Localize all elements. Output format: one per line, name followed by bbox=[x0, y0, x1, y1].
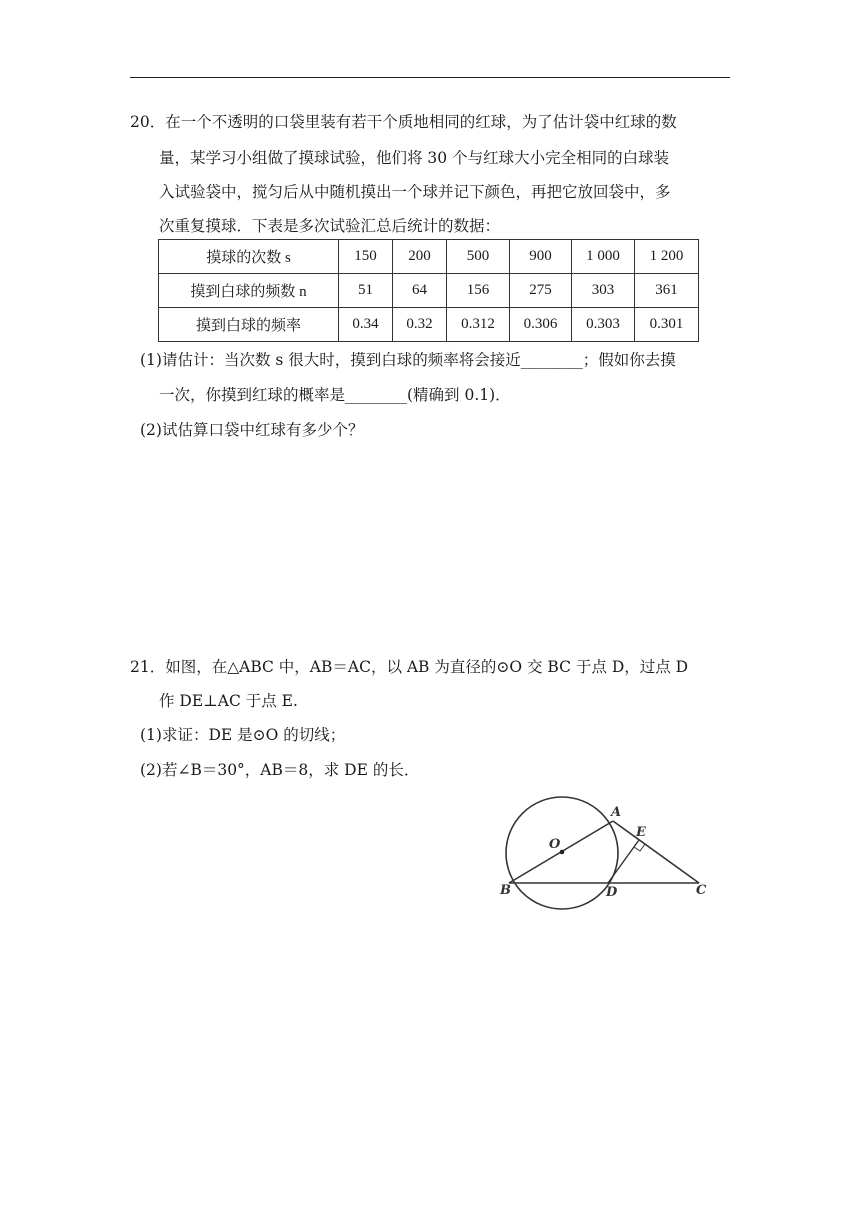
table-cell: 0.306 bbox=[510, 308, 572, 342]
label-o: O bbox=[549, 837, 561, 852]
label-d: D bbox=[606, 885, 618, 900]
label-c: C bbox=[696, 883, 707, 898]
table-cell: 51 bbox=[339, 274, 393, 308]
table-cell: 900 bbox=[510, 240, 572, 274]
table-cell: 0.32 bbox=[393, 308, 447, 342]
table-cell: 0.303 bbox=[572, 308, 635, 342]
table-cell: 摸到白球的频数 n bbox=[159, 274, 339, 308]
q20-line-2: 量，某学习小组做了摸球试验，他们将 30 个与红球大小完全相同的白球装 bbox=[159, 149, 670, 167]
q21-part1: (1)求证：DE 是⊙O 的切线； bbox=[140, 726, 346, 744]
q20-part1-line-1: (1)请估计：当次数 s 很大时，摸到白球的频率将会接近________；假如你去摸 bbox=[140, 351, 676, 369]
table-cell: 0.34 bbox=[339, 308, 393, 342]
table-cell: 摸球的次数 s bbox=[159, 240, 339, 274]
table-cell: 275 bbox=[510, 274, 572, 308]
table-row bbox=[159, 274, 699, 308]
label-a: A bbox=[611, 805, 622, 820]
table-cell: 1 200 bbox=[635, 240, 699, 274]
q20-part1-line-2: 一次，你摸到红球的概率是________(精确到 0.1)． bbox=[159, 386, 511, 404]
table-cell: 500 bbox=[447, 240, 510, 274]
table-cell: 361 bbox=[635, 274, 699, 308]
table-cell: 303 bbox=[572, 274, 635, 308]
q21-part2: (2)若∠B＝30°，AB＝8，求 DE 的长． bbox=[140, 761, 420, 779]
q20-part2: (2)试估算口袋中红球有多少个？ bbox=[140, 421, 364, 439]
table-cell: 200 bbox=[393, 240, 447, 274]
q21-line-1: 21．如图，在△ABC 中，AB＝AC，以 AB 为直径的⊙O 交 BC 于点 D，过点 D bbox=[130, 658, 689, 676]
table-cell: 150 bbox=[339, 240, 393, 274]
table-cell: 156 bbox=[447, 274, 510, 308]
geometry-figure bbox=[495, 793, 725, 913]
q20-line-1: 20．在一个不透明的口袋里装有若干个质地相同的红球，为了估计袋中红球的数 bbox=[130, 113, 677, 131]
label-e: E bbox=[636, 825, 646, 840]
table-cell: 1 000 bbox=[572, 240, 635, 274]
segment-ac bbox=[613, 821, 699, 883]
q20-line-3: 入试验袋中，搅匀后从中随机摸出一个球并记下颜色，再把它放回袋中，多 bbox=[159, 183, 671, 201]
trial-data-table bbox=[158, 239, 699, 342]
table-cell: 0.312 bbox=[447, 308, 510, 342]
table-cell: 摸到白球的频率 bbox=[159, 308, 339, 342]
segment-de bbox=[608, 840, 639, 883]
center-point bbox=[560, 850, 565, 855]
label-b: B bbox=[500, 883, 511, 898]
table-row bbox=[159, 240, 699, 274]
q21-line-2: 作 DE⊥AC 于点 E. bbox=[159, 692, 298, 710]
table-cell: 64 bbox=[393, 274, 447, 308]
table-row bbox=[159, 308, 699, 342]
top-rule bbox=[130, 77, 730, 78]
table-cell: 0.301 bbox=[635, 308, 699, 342]
q20-line-4: 次重复摸球．下表是多次试验汇总后统计的数据： bbox=[159, 217, 501, 235]
